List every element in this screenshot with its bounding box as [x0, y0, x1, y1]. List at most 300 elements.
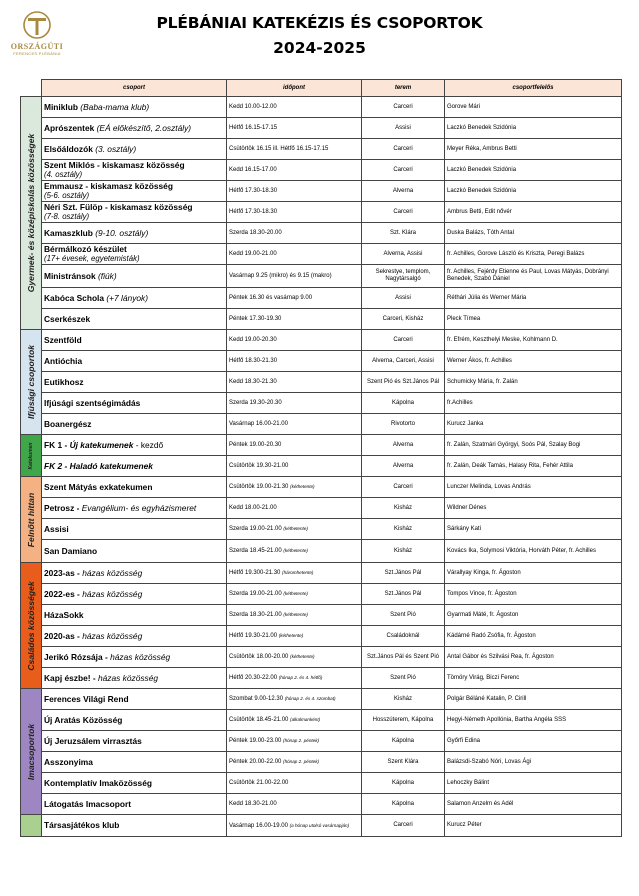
group-name: Miniklub	[44, 101, 78, 112]
room-cell	[362, 626, 445, 647]
group-name-cell	[42, 435, 227, 456]
group-name-cell	[42, 689, 227, 710]
leader-value: Werner Ákos, fr. Achilles	[447, 357, 512, 364]
table-row	[21, 330, 622, 351]
leader-value: Kurucz Janka	[447, 420, 484, 427]
time-note: (kéthetente)	[283, 612, 308, 617]
table-row	[21, 498, 622, 519]
time-value: Szerda 18.30-21.00	[229, 612, 282, 618]
room-value: Carceri	[393, 336, 413, 343]
time-note-wrap	[279, 633, 304, 638]
group-note-wrap	[44, 190, 89, 200]
group-note-wrap	[78, 102, 149, 112]
group-name-cell	[42, 97, 227, 118]
table-row	[21, 815, 622, 837]
group-label: Gyermek- és középiskolás közösségek	[26, 133, 36, 293]
time-value: Hétfő 18.30-21.30	[229, 357, 278, 364]
group-name-cell	[42, 668, 227, 689]
time-value: Csütörtök 18.45-21.00	[229, 717, 289, 723]
group-note-wrap	[98, 673, 158, 683]
group-label-cell	[21, 97, 42, 330]
group-note: (17+ évesek, egyetemisták)	[44, 254, 140, 263]
group-name: HázaSokk	[44, 609, 84, 620]
leader-value: Hegyi-Németh Apollónia, Bartha Angéla SSS	[447, 716, 567, 723]
leader-cell	[445, 330, 622, 351]
table-row	[21, 223, 622, 244]
leader-value: Gorove Mári	[447, 103, 481, 110]
group-note-wrap	[44, 461, 153, 471]
group-note: (4. osztály)	[44, 170, 83, 179]
group-note-extra: - kezdő	[133, 439, 164, 450]
group-name: Néri Szt. Fülöp - kiskamasz közösség	[44, 202, 193, 212]
table-row	[21, 393, 622, 414]
time-cell	[227, 351, 362, 372]
leader-value: fr. Efrém, Keszthelyi Meske, Kohlmann D.	[447, 336, 558, 343]
group-name: Új Jeruzsálem virrasztás	[44, 735, 142, 746]
leader-cell	[445, 668, 622, 689]
leader-cell	[445, 773, 622, 794]
group-name-cell	[42, 393, 227, 414]
room-value: Szt.János Pál	[384, 590, 422, 597]
leader-value: Pleck Tímea	[447, 315, 481, 322]
time-value: Hétfő 17.30-18.30	[229, 187, 278, 194]
leader-value: Laczkó Benedek Szidónia	[447, 187, 517, 194]
room-value: Assisi	[395, 124, 411, 131]
table-row	[21, 752, 622, 773]
group-label: Ifjúsági csoportok	[26, 344, 36, 420]
table-row	[21, 202, 622, 223]
leader-value: Wildner Dénes	[447, 504, 487, 511]
time-note: (háromhetente)	[282, 570, 314, 575]
time-cell	[227, 773, 362, 794]
group-name-cell	[42, 139, 227, 160]
room-cell	[362, 435, 445, 456]
room-cell	[362, 584, 445, 605]
time-note: (kéthetente)	[283, 591, 308, 596]
table-row	[21, 626, 622, 647]
room-cell	[362, 244, 445, 265]
group-note-wrap	[44, 253, 140, 263]
room-cell	[362, 351, 445, 372]
group-name: Elsőáldozók	[44, 143, 93, 154]
leader-cell	[445, 351, 622, 372]
time-value: Szerda 18.30-20.00	[229, 229, 282, 236]
time-cell	[227, 265, 362, 288]
table-row	[21, 309, 622, 330]
room-value: Szt. Klára	[389, 229, 416, 236]
time-note: (kéthetente)	[278, 633, 304, 638]
room-cell	[362, 223, 445, 244]
group-note-wrap	[44, 169, 82, 179]
room-cell	[362, 456, 445, 477]
time-note-wrap	[282, 570, 313, 575]
group-name: FK 1 -	[44, 439, 70, 450]
leader-cell	[445, 435, 622, 456]
room-value: Kápolna	[391, 399, 415, 406]
time-value: Péntek 16.30 és vasárnap 9.00	[229, 294, 313, 301]
room-cell	[362, 668, 445, 689]
group-name: 2023-as -	[44, 567, 83, 578]
group-note: (9-10. osztály)	[92, 227, 149, 238]
room-value: Szent Klára	[387, 758, 419, 765]
leader-value: Ambrus Betti, Edit nővér	[447, 208, 512, 215]
time-cell	[227, 309, 362, 330]
room-cell	[362, 710, 445, 731]
group-name-cell	[42, 626, 227, 647]
group-label: Katekumen	[28, 442, 34, 469]
table-row	[21, 414, 622, 435]
table-row	[21, 181, 622, 202]
group-note-wrap	[70, 440, 134, 450]
time-note-wrap	[283, 526, 308, 531]
room-value: Kápolna	[391, 779, 415, 786]
room-cell	[362, 202, 445, 223]
time-cell	[227, 97, 362, 118]
time-note-wrap	[290, 823, 350, 828]
leader-cell	[445, 414, 622, 435]
group-note-wrap	[82, 631, 142, 641]
group-name-cell	[42, 414, 227, 435]
leader-cell	[445, 815, 622, 837]
group-name: Szent Miklós - kiskamasz közösség	[44, 160, 185, 170]
group-note: FK 2 - Haladó katekumenek	[44, 460, 153, 471]
group-name-cell	[42, 773, 227, 794]
time-value: Péntek 17.30-19.30	[229, 315, 282, 322]
time-cell	[227, 752, 362, 773]
group-note-wrap	[82, 568, 142, 578]
group-name-cell	[42, 288, 227, 309]
leader-cell	[445, 794, 622, 815]
time-cell	[227, 647, 362, 668]
room-value: Alverna	[392, 187, 414, 194]
leader-cell	[445, 689, 622, 710]
time-value: Hétfő 16.15-17.15	[229, 124, 278, 131]
leader-cell	[445, 752, 622, 773]
leader-value: Tömöry Virág, Biczi Ferenc	[447, 674, 520, 681]
room-value: Carceri	[393, 103, 413, 110]
group-name: 2022-es -	[44, 588, 83, 599]
room-value: Kápolna	[391, 737, 415, 744]
group-label-cell	[21, 815, 42, 837]
time-cell	[227, 414, 362, 435]
room-cell	[362, 118, 445, 139]
room-cell	[362, 731, 445, 752]
table-row	[21, 372, 622, 393]
time-value: Hétfő 19.30-21.00	[229, 633, 278, 639]
table-row	[21, 477, 622, 498]
room-cell	[362, 794, 445, 815]
time-value: Csütörtök 18.00-20.00	[229, 654, 289, 660]
leader-cell	[445, 563, 622, 584]
group-note-wrap	[93, 144, 136, 154]
leader-value: Lehoczky Bálint	[447, 779, 490, 786]
time-value: Hétfő 20.30-22.00	[229, 675, 278, 681]
leader-cell	[445, 223, 622, 244]
table-row	[21, 773, 622, 794]
time-note: (hónap 2. péntek)	[283, 759, 320, 764]
room-cell	[362, 689, 445, 710]
group-name: Emmausz - kiskamasz közösség	[44, 181, 173, 191]
room-cell	[362, 139, 445, 160]
leader-cell	[445, 288, 622, 309]
room-cell	[362, 752, 445, 773]
time-cell	[227, 710, 362, 731]
time-note: (kéthetente)	[283, 548, 308, 553]
time-value: Péntek 20.00-22.00	[229, 759, 282, 765]
time-cell	[227, 519, 362, 540]
leader-value: fr.Achilles	[447, 399, 473, 406]
table-row	[21, 118, 622, 139]
table-row	[21, 435, 622, 456]
group-name-cell	[42, 477, 227, 498]
group-note: (fiúk)	[95, 270, 117, 281]
room-cell	[362, 181, 445, 202]
group-label-cell	[21, 689, 42, 815]
leader-cell	[445, 498, 622, 519]
group-name: Kabóca Schola	[44, 292, 105, 303]
group-name-cell	[42, 519, 227, 540]
group-name: Kapj észbe! -	[44, 672, 98, 683]
time-cell	[227, 605, 362, 626]
time-value: Kedd 18.00-21.00	[229, 504, 277, 511]
leader-cell	[445, 139, 622, 160]
time-value: Vasárnap 16.00-21.00	[229, 420, 288, 427]
group-note: (5-6. osztály)	[44, 191, 90, 200]
room-value: Carceri, Kisház	[382, 315, 424, 322]
time-value: Csütörtök 19.30-21.00	[229, 462, 289, 469]
leader-value: Polgár Béláné Katalin, P. Cirill	[447, 695, 527, 702]
table-row	[21, 794, 622, 815]
table-row	[21, 689, 622, 710]
group-name: Új Aratás Közösség	[44, 714, 123, 725]
leader-cell	[445, 456, 622, 477]
group-name: Jerikó Rózsája -	[44, 651, 111, 662]
time-value: Kedd 18.30-21.00	[229, 800, 277, 807]
leader-cell	[445, 160, 622, 181]
group-name-cell	[42, 372, 227, 393]
leader-value: Lunczer Melinda, Lovas András	[447, 483, 531, 490]
table-row	[21, 97, 622, 118]
time-value: Kedd 19.00-21.00	[229, 250, 277, 257]
room-cell	[362, 477, 445, 498]
group-name: Antióchia	[44, 355, 83, 366]
group-name: Bérmálkozó készület	[44, 244, 127, 254]
group-note-wrap	[96, 271, 117, 281]
room-value: Rivotorto	[390, 420, 415, 427]
time-cell	[227, 288, 362, 309]
room-value: Szent Pió és Szt.János Pál	[366, 378, 440, 385]
time-value: Péntek 19.00-20.30	[229, 441, 282, 448]
time-note-wrap	[283, 759, 319, 764]
group-name-cell	[42, 710, 227, 731]
time-cell	[227, 393, 362, 414]
room-cell	[362, 265, 445, 288]
table-row	[21, 456, 622, 477]
table-row	[21, 710, 622, 731]
time-cell	[227, 223, 362, 244]
table-row	[21, 139, 622, 160]
time-note: (kéthetente)	[283, 526, 308, 531]
group-name: Boanergész	[44, 418, 92, 429]
room-cell	[362, 519, 445, 540]
group-name-cell	[42, 244, 227, 265]
table-row	[21, 563, 622, 584]
group-name-cell	[42, 752, 227, 773]
room-value: Alverna	[392, 462, 414, 469]
room-value: Carceri	[393, 208, 413, 215]
room-value: Szent Pió	[390, 611, 416, 618]
leader-value: Antal Gábor és Szilvási Rea, fr. Ágoston	[447, 653, 554, 660]
leader-cell	[445, 309, 622, 330]
leader-value: Sárkány Kati	[447, 525, 482, 532]
group-note: házas közösség	[82, 567, 143, 578]
leader-cell	[445, 202, 622, 223]
time-value: Kedd 16.15-17.00	[229, 166, 277, 173]
room-value: Carceri	[393, 145, 413, 152]
time-cell	[227, 626, 362, 647]
time-value: Vasárnap 16.00-19.00	[229, 822, 288, 829]
table-row	[21, 540, 622, 563]
group-note: házas közösség	[82, 588, 143, 599]
group-name-cell	[42, 731, 227, 752]
room-cell	[362, 647, 445, 668]
time-cell	[227, 118, 362, 139]
time-cell	[227, 563, 362, 584]
time-cell	[227, 139, 362, 160]
group-name-cell	[42, 456, 227, 477]
group-note-wrap	[110, 652, 170, 662]
group-name-cell	[42, 815, 227, 837]
group-label-cell	[21, 330, 42, 435]
leader-value: Duska Balázs, Tóth Antal	[447, 229, 514, 236]
group-name-cell	[42, 540, 227, 563]
room-value: Kápolna	[391, 800, 415, 807]
group-name-cell	[42, 160, 227, 181]
time-note-wrap	[290, 717, 320, 722]
time-value: Hétfő 19.300-21.30	[229, 570, 281, 576]
leader-value: Meyer Réka, Ambrus Betti	[447, 145, 517, 152]
group-note-wrap	[82, 503, 197, 513]
group-note-wrap	[93, 228, 148, 238]
table-row	[21, 288, 622, 309]
group-note: házas közösség	[110, 651, 171, 662]
schedule-table	[20, 79, 622, 837]
group-note: házas közösség	[97, 672, 159, 683]
time-note-wrap	[285, 696, 336, 701]
table-row	[21, 605, 622, 626]
room-value: Kisház	[393, 504, 412, 511]
time-cell	[227, 668, 362, 689]
room-value: Családoknál	[386, 632, 420, 639]
group-note-wrap	[44, 211, 89, 221]
room-cell	[362, 605, 445, 626]
group-name: 2020-as -	[44, 630, 83, 641]
leader-value: Réthári Júlia és Werner Mária	[447, 294, 527, 301]
time-note: (hónap 2. és 4. hétfő)	[278, 675, 323, 680]
room-cell	[362, 372, 445, 393]
time-value: Kedd 18.30-21.30	[229, 378, 277, 385]
logo-subtitle: FERENCES PLÉBÁNIA	[13, 51, 61, 56]
time-cell	[227, 160, 362, 181]
room-value: Kisház	[393, 547, 412, 554]
room-value: Szent Pió	[390, 674, 416, 681]
leader-value: fr. Zalán, Szatmári Györgyi, Soós Pál, Szalay Bogi	[447, 441, 581, 448]
group-name-cell	[42, 563, 227, 584]
table-row	[21, 584, 622, 605]
header-csoport: csoport	[42, 80, 227, 97]
time-note-wrap	[290, 654, 315, 659]
time-cell	[227, 330, 362, 351]
time-value: Csütörtök 21.00-22.00	[229, 779, 289, 786]
group-label-cell	[21, 435, 42, 477]
group-name: Petrosz -	[44, 502, 82, 513]
time-note-wrap	[290, 484, 315, 489]
page-year: 2024-2025	[273, 39, 366, 57]
time-note-wrap	[283, 612, 308, 617]
group-name-cell	[42, 351, 227, 372]
time-cell	[227, 456, 362, 477]
time-cell	[227, 372, 362, 393]
table-row	[21, 668, 622, 689]
time-cell	[227, 244, 362, 265]
group-note: Evangélium- és egyházismeret	[81, 502, 197, 513]
table-row	[21, 647, 622, 668]
time-value: Hétfő 17.30-18.30	[229, 208, 278, 215]
leader-cell	[445, 477, 622, 498]
group-name: Eutikhosz	[44, 376, 84, 387]
time-note-wrap	[283, 548, 308, 553]
time-value: Csütörtök 19.00-21.30	[229, 484, 289, 490]
room-value: Hosszúterem, Kápolna	[372, 716, 434, 723]
group-note: Új katekumenek	[69, 439, 134, 450]
room-cell	[362, 288, 445, 309]
time-note: (kéthetente)	[290, 484, 315, 489]
leader-cell	[445, 605, 622, 626]
time-note: (hónap 2. és 4. szombat)	[284, 696, 336, 701]
table-header-row	[21, 80, 622, 97]
group-name-cell	[42, 118, 227, 139]
time-value: Szerda 18.45-21.00	[229, 548, 282, 554]
group-name-cell	[42, 794, 227, 815]
group-name: Társasjátékos klub	[44, 820, 120, 830]
leader-value: Kurucz Péter	[447, 822, 482, 828]
table-row	[21, 244, 622, 265]
time-value: Szerda 19.30-20.30	[229, 399, 282, 406]
table-row	[21, 519, 622, 540]
room-cell	[362, 815, 445, 837]
leader-value: Laczkó Benedek Szidónia	[447, 124, 517, 131]
group-note: (3. osztály)	[92, 143, 137, 154]
leader-cell	[445, 731, 622, 752]
leader-value: Kádárné Radó Zsófia, fr. Ágoston	[447, 632, 536, 639]
leader-value: fr. Zalán, Deák Tamás, Halasy Rita, Fehér Attila	[447, 462, 573, 469]
table-row	[21, 160, 622, 181]
time-cell	[227, 731, 362, 752]
leader-cell	[445, 519, 622, 540]
group-label-cell	[21, 563, 42, 689]
time-note-wrap	[283, 591, 308, 596]
leader-value: Gyarmati Máté, fr. Ágoston	[447, 611, 519, 618]
leader-cell	[445, 181, 622, 202]
group-name: Kontemplatív Imaközösség	[44, 777, 152, 788]
leader-value: Balázsdi-Szabó Nóri, Lovas Ági	[447, 758, 532, 765]
table-row	[21, 351, 622, 372]
time-value: Szerda 19.00-21.00	[229, 591, 282, 597]
leader-cell	[445, 540, 622, 563]
leader-cell	[445, 393, 622, 414]
leader-value: fr. Achilles, Gorove László és Kriszta, Peregi Balázs	[447, 250, 585, 257]
group-note: (+7 lányok)	[104, 292, 149, 303]
